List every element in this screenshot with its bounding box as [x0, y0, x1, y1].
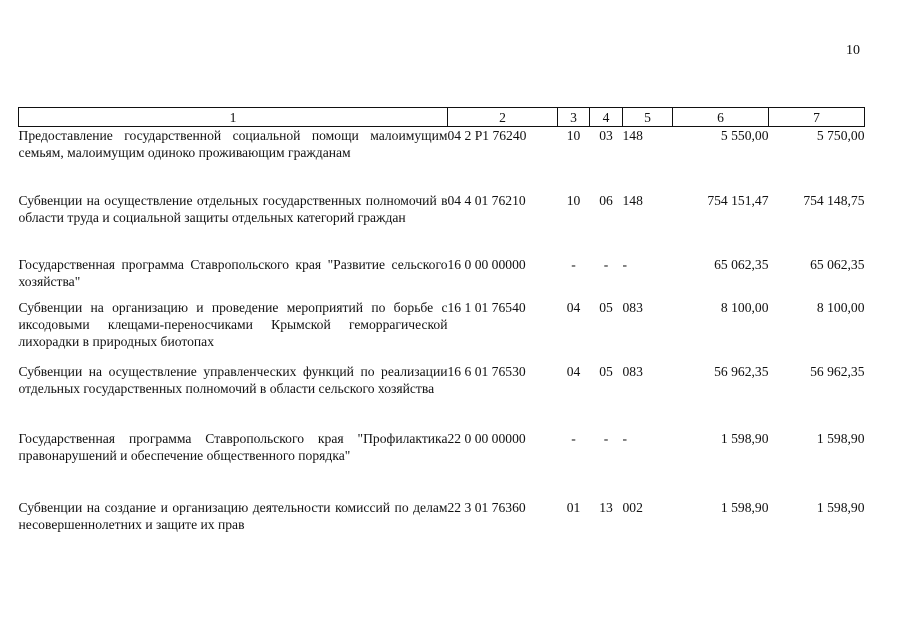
row-code: 16 1 01 76540: [447, 300, 526, 315]
header-col-4: 4: [590, 108, 623, 127]
row-code: 04 4 01 76210: [447, 193, 526, 208]
header-col-5: 5: [623, 108, 673, 127]
row-name: Субвенции на организацию и проведение мероприятий по борьбе с иксодовыми клещами-переносчиками Крымской геморрагической лихорадки в природных биотопах: [18, 300, 448, 349]
table-row: [19, 127, 865, 193]
row-name: Государственная программа Ставропольского края "Развитие сельского хозяйства": [18, 257, 448, 289]
row-subsection: -: [603, 431, 609, 446]
row-expense-type: 148: [622, 128, 643, 143]
row-amount-7: 1 598,90: [816, 500, 865, 515]
row-section: -: [571, 257, 576, 272]
row-amount-7: 56 962,35: [810, 364, 865, 379]
row-subsection: 05: [599, 364, 613, 379]
row-name: Субвенции на осуществление отдельных государственных полномочий в области труда и социальной защиты отдельных категорий граждан: [18, 193, 448, 225]
row-amount-6: 8 100,00: [720, 300, 769, 315]
row-subsection: 03: [599, 128, 613, 143]
budget-table: [18, 107, 865, 539]
row-amount-7: 5 750,00: [816, 128, 865, 143]
row-subsection: 06: [599, 193, 613, 208]
row-amount-7: 65 062,35: [810, 257, 865, 272]
row-amount-6: 65 062,35: [714, 257, 769, 272]
row-amount-7: 8 100,00: [816, 300, 865, 315]
row-subsection: -: [603, 257, 609, 272]
row-expense-type: 148: [622, 193, 643, 208]
table-row: [19, 499, 865, 539]
row-expense-type: 002: [622, 500, 643, 515]
row-amount-6: 56 962,35: [714, 364, 769, 379]
header-col-3: 3: [558, 108, 590, 127]
header-col-1: 1: [19, 108, 448, 127]
table-row: [19, 363, 865, 430]
row-amount-7: 754 148,75: [803, 193, 865, 208]
row-section: 10: [566, 193, 581, 208]
table-row: [19, 256, 865, 299]
row-expense-type: 083: [622, 364, 643, 379]
row-amount-6: 1 598,90: [720, 431, 769, 446]
row-name: Государственная программа Ставропольского края "Профилактика правонарушений и обеспечение общественного порядка": [18, 431, 448, 463]
row-code: 16 6 01 76530: [447, 364, 526, 379]
header-col-2: 2: [448, 108, 558, 127]
row-code: 22 3 01 76360: [447, 500, 526, 515]
header-col-6: 6: [673, 108, 769, 127]
table-row: [19, 299, 865, 363]
row-amount-6: 1 598,90: [720, 500, 769, 515]
row-amount-6: 5 550,00: [720, 128, 769, 143]
row-code: 04 2 P1 76240: [447, 128, 527, 143]
row-amount-6: 754 151,47: [707, 193, 769, 208]
row-amount-7: 1 598,90: [816, 431, 865, 446]
row-code: 16 0 00 00000: [447, 257, 526, 272]
row-section: 04: [566, 364, 581, 379]
row-section: -: [571, 431, 576, 446]
table-row: [19, 430, 865, 499]
table-row: [19, 192, 865, 256]
header-col-7: 7: [769, 108, 865, 127]
row-name: Субвенции на создание и организацию деятельности комиссий по делам несовершеннолетних и защите их прав: [18, 500, 448, 532]
row-name: Субвенции на осуществление управленческих функций по реализации отдельных государственных полномочий в области сельского хозяйства: [18, 364, 448, 396]
row-code: 22 0 00 00000: [447, 431, 526, 446]
row-expense-type: 083: [622, 300, 643, 315]
row-expense-type: -: [622, 431, 628, 446]
page-number: 10: [846, 43, 860, 58]
header-row: [19, 108, 865, 127]
row-name: Предоставление государственной социальной помощи малоимущим семьям, малоимущим одиноко проживающим гражданам: [18, 128, 448, 160]
row-section: 10: [566, 128, 581, 143]
row-section: 01: [566, 500, 581, 515]
row-subsection: 13: [599, 500, 613, 515]
row-expense-type: -: [622, 257, 628, 272]
row-subsection: 05: [599, 300, 613, 315]
row-section: 04: [566, 300, 581, 315]
